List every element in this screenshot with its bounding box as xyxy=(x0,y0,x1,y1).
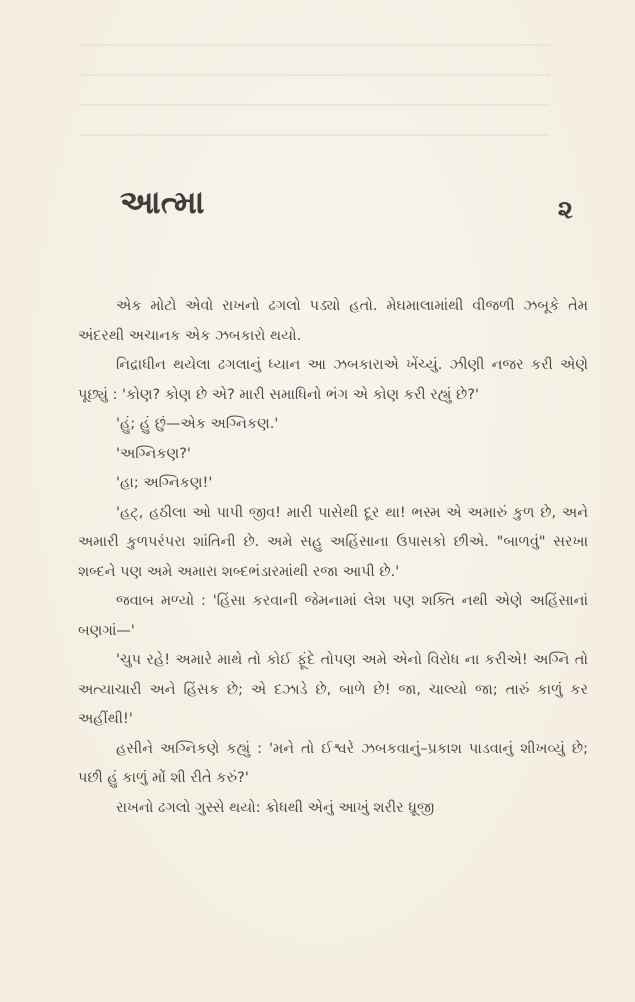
chapter-title: આત્મા xyxy=(120,183,205,221)
page-number: ૨ xyxy=(557,195,573,225)
paragraph: 'હું; હું છું—એક અગ્નિકણ.' xyxy=(116,416,279,432)
chapter-body xyxy=(78,292,588,823)
paragraph: હસીને અગ્નિકણે કહ્યું : 'મને તો ઈશ્વરે ઝબકવાનું–પ્રકાશ પાડવાનું શીખવ્યું છે; પછી હું કાળું મોં શી રીતે કરું?' xyxy=(78,740,588,786)
paragraph: 'અગ્નિકણ?' xyxy=(116,445,191,462)
paragraph: 'ચુપ રહે! અમારે માથે તો કોઈ ફૂંદે તોપણ અમે એનો વિરોધ ના કરીએ! અગ્નિ તો અત્યાચારી અને હિંસક છે; એ દઝાડે છે, બાળે છે! જા, ચાલ્યો જા; તારું કાળું કર અહીંથી!' xyxy=(78,652,588,727)
paragraph: રાખનો ઢગલો ગુસ્સે થયો: ક્રોધથી એનું આખું શરીર ધ્રૂજી xyxy=(116,799,435,816)
paragraph: નિદ્રાધીન થયેલા ઢગલાનું ધ્યાન આ ઝબકારાએ ખેંચ્યું. ઝીણી નજર કરી એણે પૂછ્યું : 'કોણ? કોણ છે એ? મારી સમાધિનો ભંગ એ કોણ કરી રહ્યું છે?' xyxy=(78,357,588,403)
paragraph: એક મોટો એવો રાખનો ઢગલો પડ્યો હતો. મેઘમાલામાંથી વીજળી ઝબૂકે તેમ અંદરથી અચાનક એક ઝબકારો થયો. xyxy=(78,298,588,344)
paragraph: જવાબ મળ્યો : 'હિંસા કરવાની જેમનામાં લેશ પણ શક્તિ નથી એણે અહિંસાનાં બણગાં—' xyxy=(78,593,588,639)
paragraph: 'હટ્, હઠીલા ઓ પાપી જીવ! મારી પાસેથી દૂર થા! ભસ્મ એ અમારું કુળ છે, અને અમારી કુળપરંપરા શાંતિની છે. અમે સહુ અહિંસાના ઉપાસકો છીએ. "બાળવું" સરખા શબ્દને પણ અમે અમારા શબ્દભંડારમાંથી રજા આપી છે.' xyxy=(78,504,588,580)
paragraph: 'હા; અગ્નિકણ!' xyxy=(116,475,213,491)
show-through-text xyxy=(80,30,550,150)
